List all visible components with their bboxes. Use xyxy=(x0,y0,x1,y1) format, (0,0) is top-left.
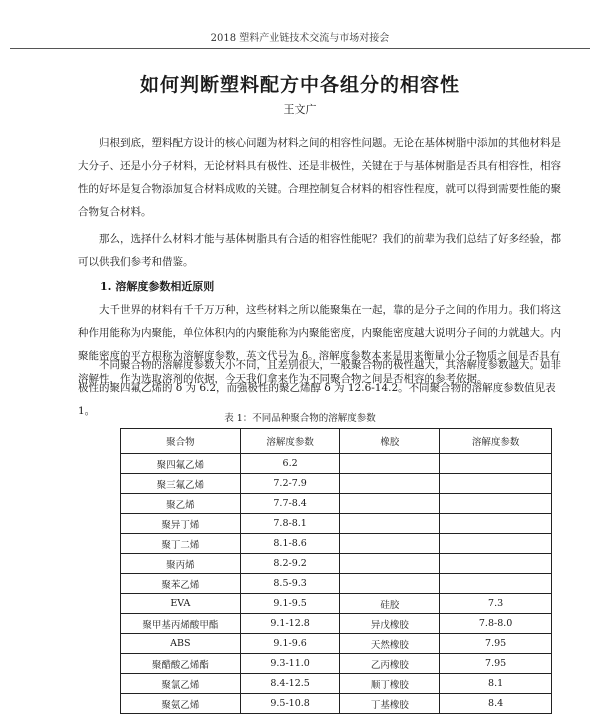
table-row xyxy=(121,534,552,554)
table-row xyxy=(121,454,552,474)
table-cell: EVA xyxy=(121,594,241,614)
solubility-table xyxy=(120,428,552,714)
table-cell: 聚三氟乙烯 xyxy=(121,474,241,494)
table-row xyxy=(121,494,552,514)
table-cell: 7.95 xyxy=(440,654,552,674)
table-cell: ABS xyxy=(121,634,241,654)
table-cell xyxy=(340,454,440,474)
table-row xyxy=(121,654,552,674)
table-cell: 聚丙烯 xyxy=(121,554,241,574)
table-caption: 表 1：不同品种聚合物的溶解度参数 xyxy=(224,413,376,424)
table-header-row xyxy=(121,429,552,454)
header-cell: 橡胶 xyxy=(340,429,440,454)
table-cell: 9.1-9.6 xyxy=(240,634,340,654)
table-row xyxy=(121,694,552,714)
table-cell: 9.1-12.8 xyxy=(240,614,340,634)
author: 王文广 xyxy=(283,103,317,116)
table-cell: 聚苯乙烯 xyxy=(121,574,241,594)
table-row xyxy=(121,594,552,614)
table-cell: 丁基橡胶 xyxy=(340,694,440,714)
table-cell: 聚丁二烯 xyxy=(121,534,241,554)
table-cell xyxy=(340,534,440,554)
table-cell: 8.4 xyxy=(440,694,552,714)
table-cell: 聚乙烯 xyxy=(121,494,241,514)
table-cell: 9.3-11.0 xyxy=(240,654,340,674)
table-cell xyxy=(440,554,552,574)
table-cell: 7.7-8.4 xyxy=(240,494,340,514)
table-cell: 9.5-10.8 xyxy=(240,694,340,714)
table-cell: 硅胶 xyxy=(340,594,440,614)
table-cell xyxy=(440,514,552,534)
table-cell xyxy=(440,454,552,474)
table-cell: 聚甲基丙烯酸甲酯 xyxy=(121,614,241,634)
header-cell: 聚合物 xyxy=(121,429,241,454)
table-row xyxy=(121,574,552,594)
table-cell xyxy=(340,554,440,574)
table-cell xyxy=(440,494,552,514)
table-cell: 异戊橡胶 xyxy=(340,614,440,634)
table-cell: 8.4-12.5 xyxy=(240,674,340,694)
section-heading: 1. 溶解度参数相近原则 xyxy=(100,280,215,293)
table-cell: 乙丙橡胶 xyxy=(340,654,440,674)
table-cell xyxy=(340,574,440,594)
table-cell: 9.1-9.5 xyxy=(240,594,340,614)
table-cell xyxy=(440,574,552,594)
header-cell: 溶解度参数 xyxy=(240,429,340,454)
table-row xyxy=(121,514,552,534)
table-cell: 聚异丁烯 xyxy=(121,514,241,534)
page-header: 2018 塑料产业链技术交流与市场对接会 xyxy=(10,30,590,49)
paragraph-2: 那么，选择什么材料才能与基体树脂具有合适的相容性能呢？我们的前辈为我们总结了好多经验，都可以供我们参考和借鉴。 xyxy=(78,233,561,268)
table-cell: 聚醋酸乙烯酯 xyxy=(121,654,241,674)
table-cell: 8.5-9.3 xyxy=(240,574,340,594)
table-row xyxy=(121,614,552,634)
table-cell: 7.8-8.1 xyxy=(240,514,340,534)
table-cell: 聚四氟乙烯 xyxy=(121,454,241,474)
table-cell: 7.95 xyxy=(440,634,552,654)
table-row xyxy=(121,634,552,654)
table-cell: 8.1-8.6 xyxy=(240,534,340,554)
table-row xyxy=(121,474,552,494)
table-cell: 聚氯乙烯 xyxy=(121,674,241,694)
table-cell: 天然橡胶 xyxy=(340,634,440,654)
table-cell: 聚氨乙烯 xyxy=(121,694,241,714)
table-cell: 8.2-9.2 xyxy=(240,554,340,574)
table-cell: 顺丁橡胶 xyxy=(340,674,440,694)
table-cell xyxy=(340,494,440,514)
table-row xyxy=(121,554,552,574)
table-cell: 8.1 xyxy=(440,674,552,694)
header-cell: 溶解度参数 xyxy=(440,429,552,454)
table-cell xyxy=(340,474,440,494)
paragraph-1: 归根到底，塑料配方设计的核心问题为材料之间的相容性问题。无论在基体树脂中添加的其他材料是大分子、还是小分子材料，无论材料具有极性、还是非极性，关键在于与基体树脂是否具有相容性，相容性的好坏是复合物添加复合材料成败的关键。合理控制复合材料的相容性程度，就可以得到需要性能的聚合物复合材料。 xyxy=(78,137,561,218)
table-cell: 7.3 xyxy=(440,594,552,614)
table-cell xyxy=(440,474,552,494)
table-cell xyxy=(340,514,440,534)
paragraph-4: 不同聚合物的溶解度参数大小不同，且差别很大，一般聚合物的极性越大，其溶解度参数越大。如非极性的聚四氟乙烯的 δ 为 6.2，而强极性的聚乙烯醇 δ 为 12.6-14.2。不同聚合物的溶解度参数值见表 1。 xyxy=(78,359,561,417)
page-title: 如何判断塑料配方中各组分的相容性 xyxy=(139,74,460,96)
table-cell xyxy=(440,534,552,554)
table-row xyxy=(121,674,552,694)
table-cell: 6.2 xyxy=(240,454,340,474)
table-cell: 7.2-7.9 xyxy=(240,474,340,494)
paragraph-3: 大千世界的材料有千千万万种，这些材料之所以能聚集在一起，靠的是分子之间的作用力。我们将这种作用能称为内聚能，单位体积内的内聚能称为内聚能密度，内聚能密度越大说明分子间的力就越大。内聚能密度的平方根称为溶解度参数，英文代号为 δ。溶解度参数本来是用来衡量小分子物质之间是否具有溶解性，作为选取溶剂的依据，今天我们拿来作为不同聚合物之间是否相容的参考依据。 xyxy=(78,304,561,385)
table-cell: 7.8-8.0 xyxy=(440,614,552,634)
